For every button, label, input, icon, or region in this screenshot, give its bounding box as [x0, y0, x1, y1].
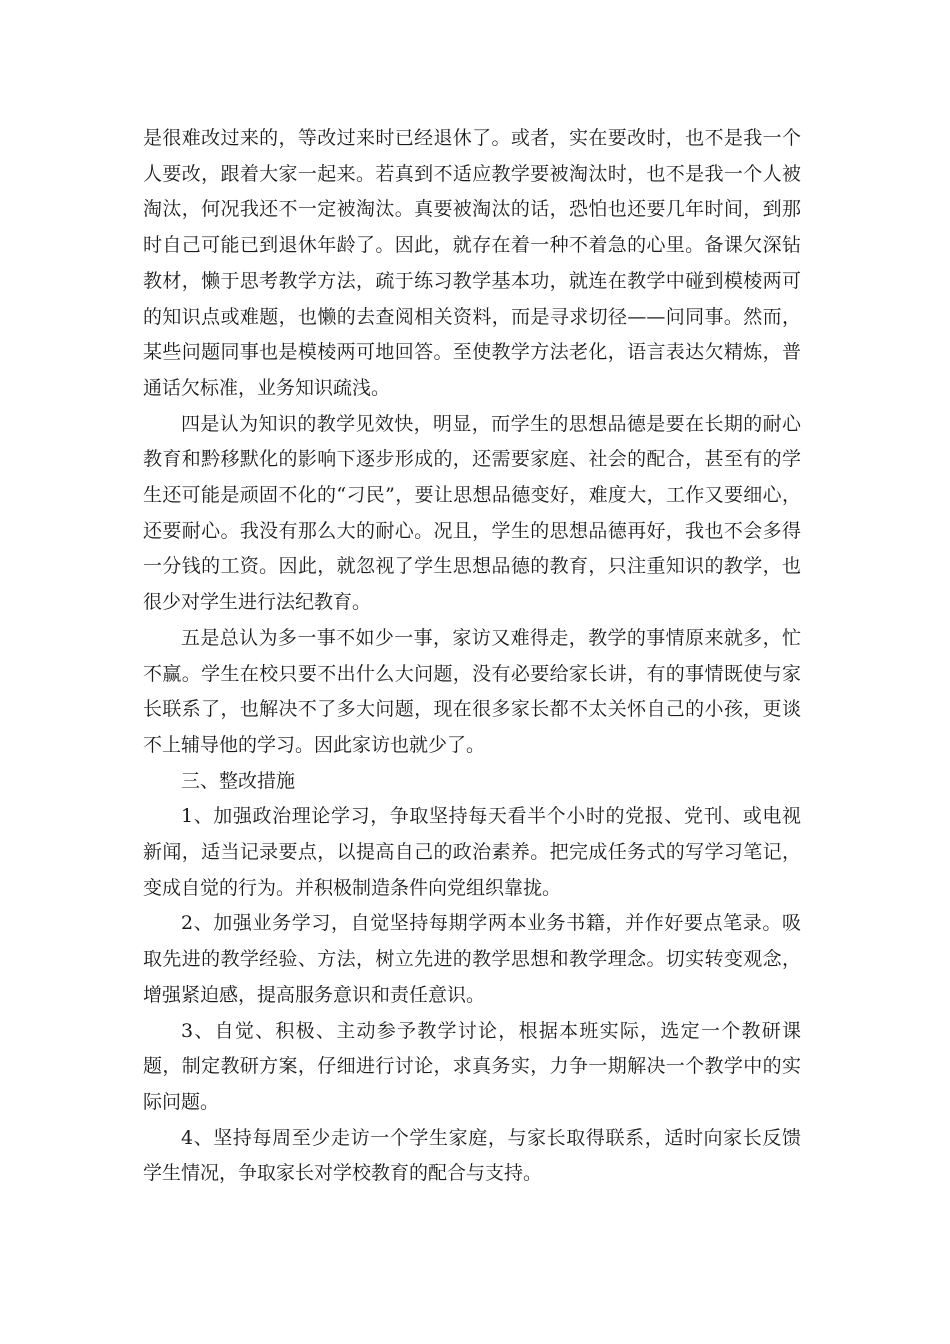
measure-item-1: 1、加强政治理论学习，争取坚持每天看半个小时的党报、党刊、或电视新闻，适当记录要点，以提高自己的政治素养。把完成任务式的写学习笔记，变成自觉的行为。并积极制造条件向党组织靠拢。: [143, 805, 801, 899]
paragraph-point-five: 五是总认为多一事不如少一事，家访又难得走，教学的事情原来就多，忙不赢。学生在校只要不出什么大问题，没有必要给家长讲，有的事情既使与家长联系了，也解决不了多大问题，现在很多家长都不太关怀自己的小孩，更谈不上辅导他的学习。因此家访也就少了。: [143, 626, 801, 756]
section-heading: 三、整改措施: [181, 769, 296, 792]
measure-item-4: 4、坚持每周至少走访一个学生家庭，与家长取得联系，适时向家长反馈学生情况，争取家长对学校教育的配合与支持。: [143, 1126, 801, 1185]
paragraph-continuation: 是很难改过来的，等改过来时已经退休了。或者，实在要改时，也不是我一个人要改，跟着大家一起来。若真到不适应教学要被淘汰时，也不是我一个人被淘汰，何况我还不一定被淘汰。真要被淘汰的话，恐怕也还要几年时间，到那时自己可能已到退休年龄了。因此，就存在着一种不着急的心里。备课欠深钻教材，懒于思考教学方法，疏于练习教学基本功，就连在教学中碰到模棱两可的知识点或难题，也懒的去查阅相关资料，而是寻求切径——问同事。然而，某些问题同事也是模棱两可地回答。至使教学方法老化，语言表达欠精炼，普通话欠标准，业务知识疏浅。: [143, 127, 801, 399]
document-body: [143, 121, 801, 1192]
paragraph-point-four: 四是认为知识的教学见效快，明显，而学生的思想品德是要在长期的耐心教育和黔移默化的影响下逐步形成的，还需要家庭、社会的配合，甚至有的学生还可能是顽固不化的“刁民”，要让思想品德变好，难度大，工作又要细心，还要耐心。我没有那么大的耐心。况且，学生的思想品德再好，我也不会多得一分钱的工资。因此，就忽视了学生思想品德的教育，只注重知识的教学，也很少对学生进行法纪教育。: [143, 412, 801, 614]
measure-item-2: 2、加强业务学习，自觉坚持每期学两本业务书籍，并作好要点笔录。吸取先进的教学经验、方法，树立先进的教学思想和教学理念。切实转变观念，增强紧迫感，提高服务意识和责任意识。: [143, 912, 801, 1006]
measure-item-3: 3、自觉、积极、主动参予教学讨论，根据本班实际，选定一个教研课题，制定教研方案，仔细进行讨论，求真务实，力争一期解决一个教学中的实际问题。: [143, 1019, 801, 1113]
